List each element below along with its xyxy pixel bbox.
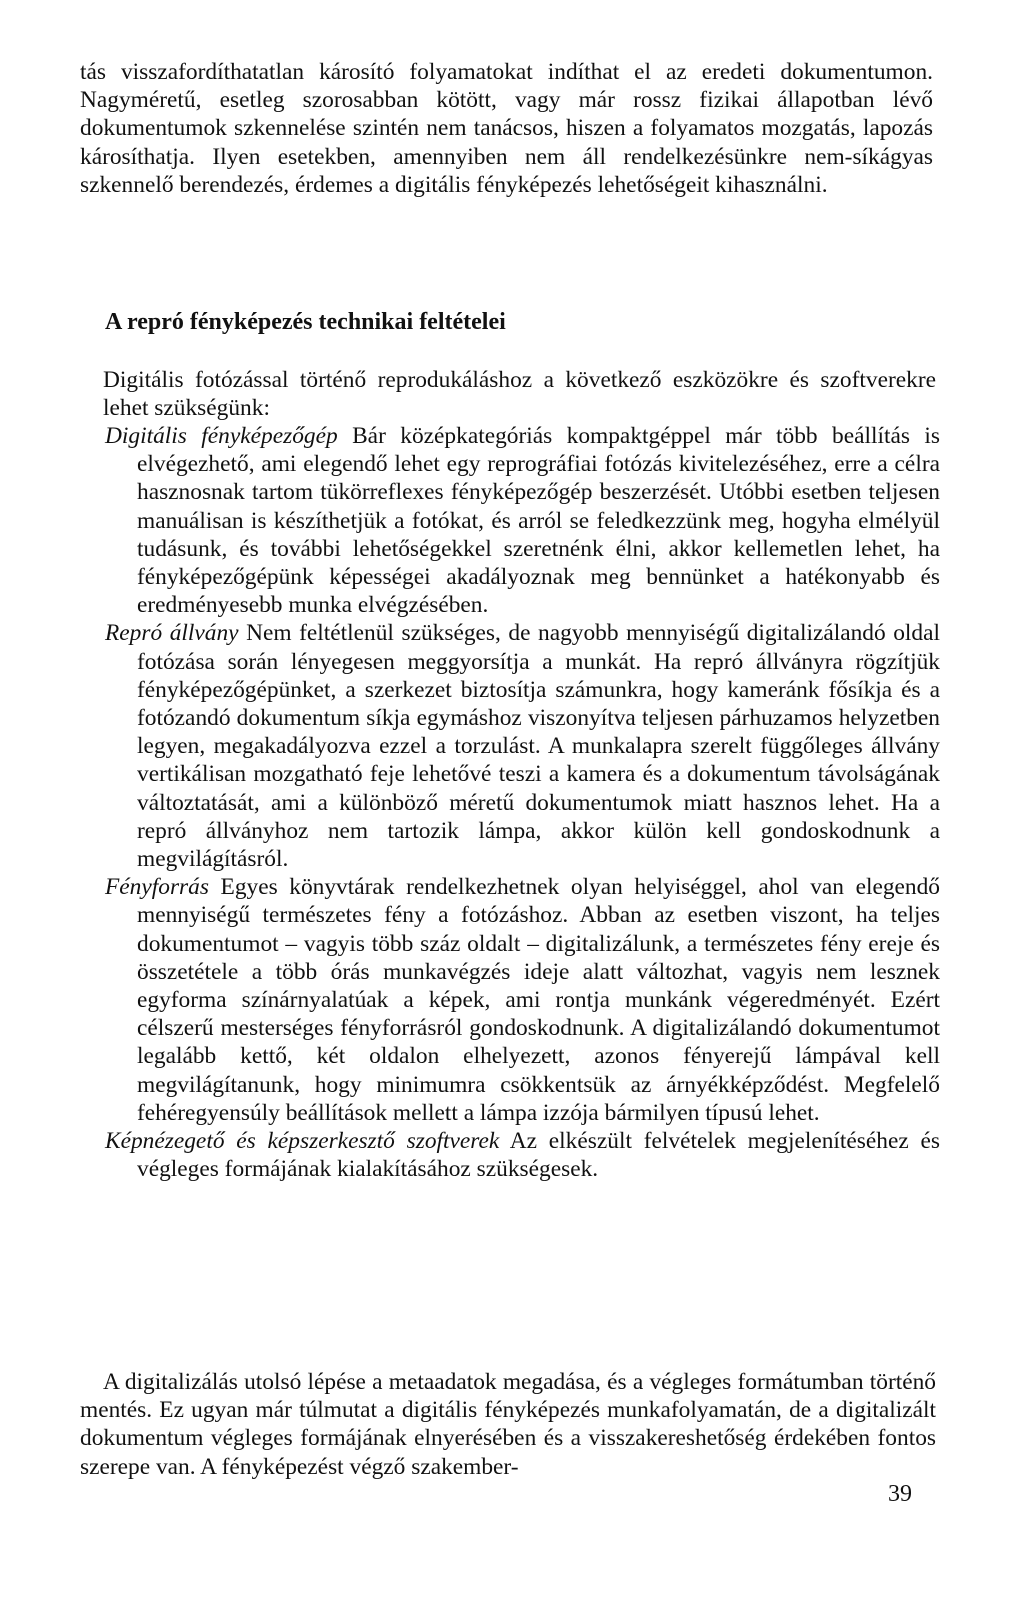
list-item: [105, 873, 940, 1127]
section-heading: A repró fényképezés technikai feltételei: [105, 309, 506, 335]
requirements-list: [105, 422, 940, 1183]
page-number: 39: [888, 1481, 912, 1507]
intro-paragraph: tás visszafordíthatatlan károsító folyamatokat indíthat el az eredeti dokumentumon. Nagyméretű, esetleg szorosabban kötött, vagy már rossz fizikai állapotban lévő dokumentumok szkennelése szintén nem tanácsos, hiszen a folyamatos mozgatás, lapozás károsíthatja. Ilyen esetekben, amennyiben nem áll rendelkezésünkre nem-síkágyas szkennelő berendezés, érdemes a digitális fényképezés lehetőségeit kihasználni.: [80, 59, 933, 198]
item-term: Fényforrás: [105, 874, 209, 901]
list-item: [105, 619, 940, 873]
item-text: Bár középkategóriás kompaktgéppel már több beállítás is elvégezhető, ami elegendő lehet egy reprográfiai fotózás kivitelezéséhez, erre a célra hasznosnak tartom tükörreflexes fényképezőgép beszerzését. Utóbbi esetben teljesen manuálisan is készíthetjük a fotókat, és arról se feledkezzünk meg, hogyha elmélyül tudásunk, és további lehetőségekkel szeretnénk élni, akkor kellemetlen lehet, ha fényképezőgépünk képességei akadályoznak meg bennünket a hatékonyabb és eredményesebb munka elvégzésében.: [137, 423, 940, 619]
item-term: Digitális fényképezőgép: [105, 423, 338, 449]
lead-paragraph: Digitális fotózással történő reprodukáláshoz a következő eszközökre és szoftverekre lehet szükségünk:: [103, 367, 936, 422]
item-term: Repró állvány: [105, 620, 239, 647]
item-text: Nem feltétlenül szükséges, de nagyobb mennyiségű digitalizálandó oldal fotózása során lényegesen meggyorsítja a munkát. Ha repró állványra rögzítjük fényképezőgépünket, a szerkezet biztosítja számunkra, hogy kameránk fősíkja és a fotózandó dokumentum síkja egymáshoz viszonyítva teljesen párhuzamos helyzetben legyen, megakadályozva ezzel a torzulást. A munkalapra szerelt függőleges állvány vertikálisan mozgatható feje lehetővé teszi a kamera és a dokumentum távolságának változtatását, ami a különböző méretű dokumentumok miatt hasznos lehet. Ha a repró állványhoz nem tartozik lámpa, akkor külön kell gondoskodnunk a megvilágításról.: [137, 620, 941, 873]
list-item: [105, 422, 940, 619]
final-paragraph: A digitalizálás utolsó lépése a metaadatok megadása, és a végleges formátumban történő mentés. Ez ugyan már túlmutat a digitális fényképezés munkafolyamatán, de a digitalizált dokumentum végleges formájának elnyerésében és a visszakereshetőség érdekében fontos szerepe van. A fényképezést végző szakember-: [80, 1369, 936, 1480]
item-term: Képnézegető és képszerkesztő szoftverek: [105, 1128, 500, 1155]
item-text: Egyes könyvtárak rendelkezhetnek olyan helyiséggel, ahol van elegendő mennyiségű természetes fény a fotózáshoz. Abban az esetben viszont, ha teljes dokumentumot – vagyis több száz oldalt – digitalizálunk, a természetes fény ereje és összetétele a több órás munkavégzés ideje alatt változhat, vagyis nem lesznek egyforma színárnyalatúak a képek, ami rontja munkánk végeredményét. Ezért célszerű mesterséges fényforrásról gondoskodnunk. A digitalizálandó dokumentumot legalább kettő, két oldalon elhelyezett, azonos fényerejű lámpával kell megvilágítanunk, hogy minimumra csökkentsük az árnyékképződést. Megfelelő fehéregyensúly beállítások mellett a lámpa izzója bármilyen típusú lehet.: [137, 874, 940, 1126]
list-item: [105, 1127, 940, 1183]
item-text: Az elkészült felvételek megjelenítéséhez és végleges formájának kialakításához szükségesek.: [137, 1128, 940, 1183]
